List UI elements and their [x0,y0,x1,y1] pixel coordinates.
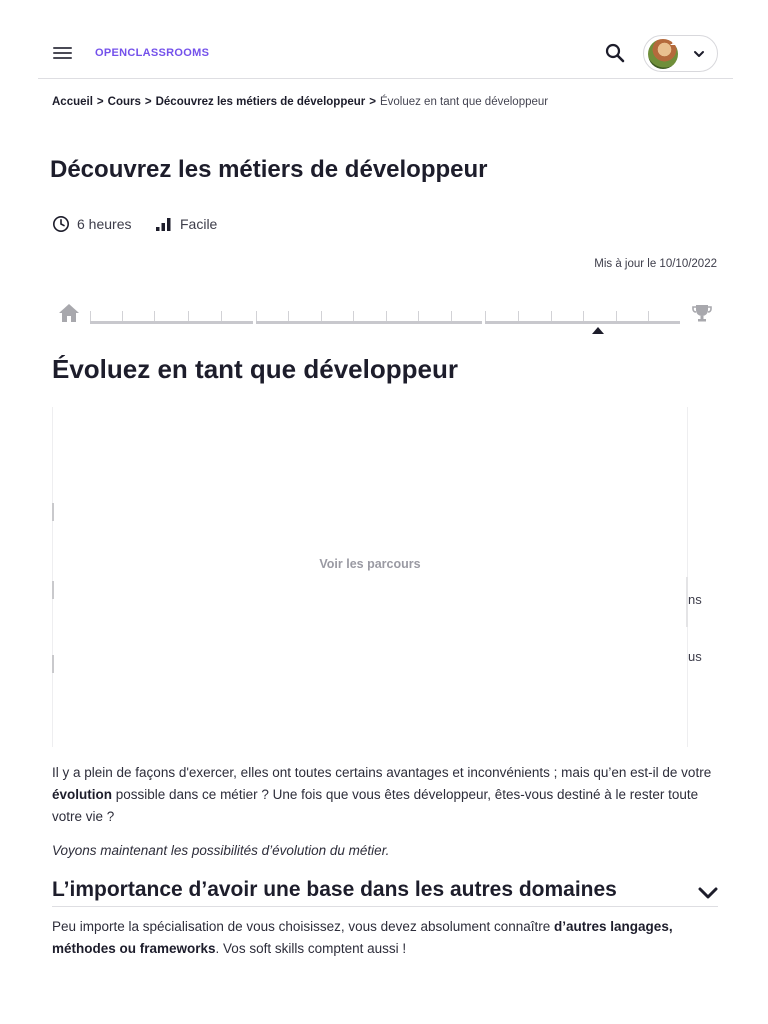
overlay-panel [52,407,688,747]
course-progress-stepper [58,300,713,340]
progress-segment [256,321,482,324]
chapter-tick[interactable] [386,311,387,321]
chapter-tick[interactable] [551,311,552,321]
text: possible dans ce métier ? Une fois que vous êtes développeur, êtes-vous destiné à le rester toute votre vie ? [52,787,699,824]
chapter-tick[interactable] [418,311,419,321]
breadcrumb-separator: > [144,96,152,108]
breadcrumb-course-link[interactable]: Découvrez les métiers de développeur [155,96,366,108]
duration-label: 6 heures [77,216,132,232]
course-duration [52,215,131,233]
voir-les-parcours-link[interactable]: Voir les parcours [319,557,421,571]
chapter-tick[interactable] [154,311,155,321]
emphasis: d’autres langages, méthodes ou frameworks [52,919,673,956]
text: Il y a plein de façons d'exercer, elles ont toutes certains avantages et inconvénients ; mais qu’en est-il de votre [52,765,712,780]
chapter-tick[interactable] [256,311,257,321]
progress-segment [485,321,680,324]
chapter-tick[interactable] [648,311,649,321]
breadcrumb-separator: > [96,96,104,108]
difficulty-bars-icon [155,215,173,233]
trophy-icon [691,303,713,323]
section-paragraph [52,916,718,960]
chapter-tick[interactable] [288,311,289,321]
chapter-tick[interactable] [122,311,123,321]
section-title: L’importance d’avoir une base dans les autres domaines [52,878,617,901]
chapter-tick[interactable] [353,311,354,321]
chapter-tick[interactable] [583,311,584,321]
progress-segment [90,321,253,324]
home-icon[interactable] [58,303,80,323]
chevron-down-icon [698,886,718,900]
transition-paragraph: Voyons maintenant les possibilités d’évolution du métier. [52,843,390,858]
level-label: Facile [180,216,218,232]
chapter-tick[interactable] [518,311,519,321]
chapter-tick[interactable] [485,311,486,321]
course-level [155,215,217,233]
divider [52,503,54,521]
breadcrumb-separator: > [369,96,376,108]
chapter-title: Évoluez en tant que développeur [52,354,458,384]
section-accordion-header[interactable] [52,874,718,907]
search-icon[interactable] [604,42,626,64]
clock-icon [52,215,70,233]
chapter-tick[interactable] [188,311,189,321]
clipped-text: ns [688,592,702,607]
logo[interactable]: OPENCLASSROOMS [95,47,210,59]
breadcrumb-home-link[interactable]: Accueil [52,96,93,108]
intro-paragraph [52,762,718,828]
chapter-tick[interactable] [221,311,222,321]
chapter-tick[interactable] [451,311,452,321]
notification-count: 1 [670,37,676,48]
breadcrumb-current: Évoluez en tant que développeur [379,96,549,108]
breadcrumb [52,96,548,108]
user-menu-button[interactable] [643,35,718,72]
course-title: Découvrez les métiers de développeur [50,156,488,183]
chapter-tick[interactable] [321,311,322,321]
chapter-tick[interactable] [616,311,617,321]
text: Peu importe la spécialisation de vous choisissez, vous devez absolument connaître [52,919,555,934]
emphasis: évolution [52,787,112,802]
text: . Vos soft skills comptent aussi ! [215,941,407,956]
divider [52,655,54,673]
current-chapter-marker [592,327,604,334]
hamburger-menu-icon[interactable] [53,44,73,60]
updated-date: Mis à jour le 10/10/2022 [594,258,717,270]
chapter-tick[interactable] [90,311,91,321]
clipped-text: us [688,649,702,664]
chevron-down-icon [692,47,706,61]
top-header [38,28,733,79]
breadcrumb-courses-link[interactable]: Cours [107,96,141,108]
divider [52,581,54,599]
